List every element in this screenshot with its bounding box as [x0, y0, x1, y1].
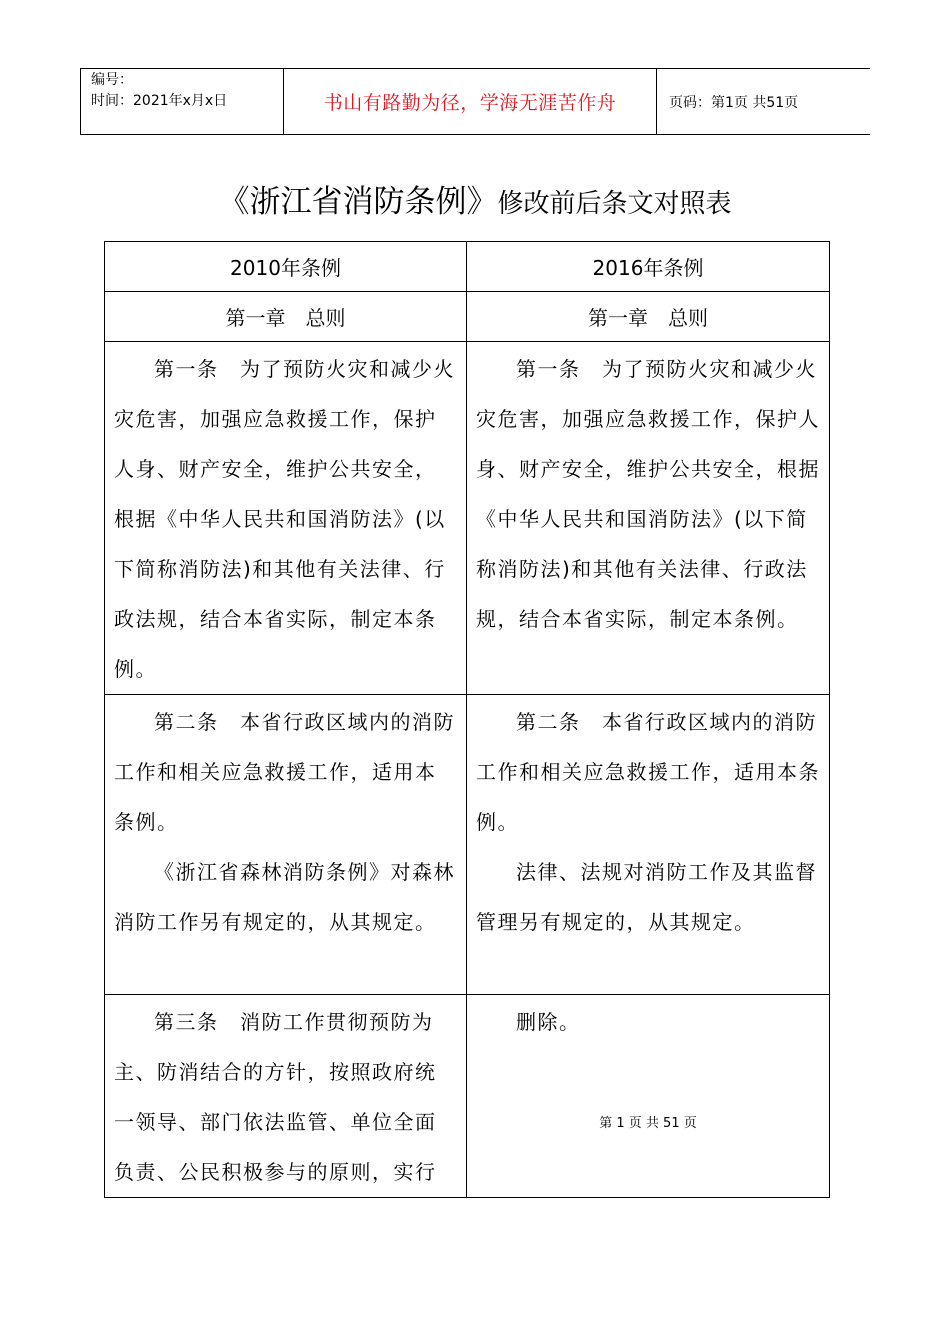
chapter-row [105, 292, 830, 342]
article-text: 第一条 为了预防火灾和减少火灾危害，加强应急救援工作，保护人身、财产安全，维护公共安全，根据《中华人民共和国消防法》(以下简称消防法)和其他有关法律、行政法规，结合本省实际，制定本条例。 [114, 357, 455, 681]
header-page-label: 页码：第1页 共51页 [669, 94, 799, 111]
page-footer: 第 1 页 共 51 页 [599, 1116, 697, 1131]
table-row [105, 695, 830, 995]
article-text: 第二条 本省行政区域内的消防工作和相关应急救援工作，适用本条例。 [476, 710, 820, 834]
chapter-2016: 第一章 总则 [467, 292, 830, 342]
article-3-2016 [467, 995, 830, 1198]
table-row [105, 342, 830, 695]
title-main: 《浙江省消防条例》 [218, 184, 498, 220]
table-row [105, 995, 830, 1198]
article-text: 《浙江省森林消防条例》对森林消防工作另有规定的，从其规定。 [114, 860, 455, 934]
article-text: 第一条 为了预防火灾和减少火灾危害，加强应急救援工作，保护人身、财产安全，维护公共安全，根据《中华人民共和国消防法》(以下简称消防法)和其他有关法律、行政法规，结合本省实际，制定本条例。 [476, 357, 820, 631]
header-motto: 书山有路勤为径，学海无涯苦作舟 [284, 69, 657, 134]
number-label: 编号： [91, 72, 133, 88]
column-header-2010: 2010年条例 [105, 242, 467, 292]
article-2-2016 [467, 695, 830, 995]
header-meta [81, 69, 284, 134]
article-1-2016 [467, 342, 830, 695]
article-2-2010 [105, 695, 467, 995]
column-header-2016: 2016年条例 [467, 242, 830, 292]
article-text: 删除。 [516, 1010, 581, 1034]
comparison-table [104, 241, 830, 1198]
time-label: 时间：2021年x月x日 [91, 93, 228, 109]
title-suffix: 修改前后条文对照表 [497, 189, 732, 219]
article-3-2010 [105, 995, 467, 1198]
chapter-2010: 第一章 总则 [105, 292, 467, 342]
article-text: 法律、法规对消防工作及其监督管理另有规定的，从其规定。 [476, 860, 817, 934]
document-header [80, 68, 870, 135]
article-text: 第三条 消防工作贯彻预防为主、防消结合的方针，按照政府统一领导、部门依法监管、单位全面负责、公民积极参与的原则，实行 [114, 1010, 437, 1184]
document-title [0, 176, 950, 221]
table-header-row [105, 242, 830, 292]
article-1-2010 [105, 342, 467, 695]
article-text: 第二条 本省行政区域内的消防工作和相关应急救援工作，适用本条例。 [114, 710, 455, 834]
